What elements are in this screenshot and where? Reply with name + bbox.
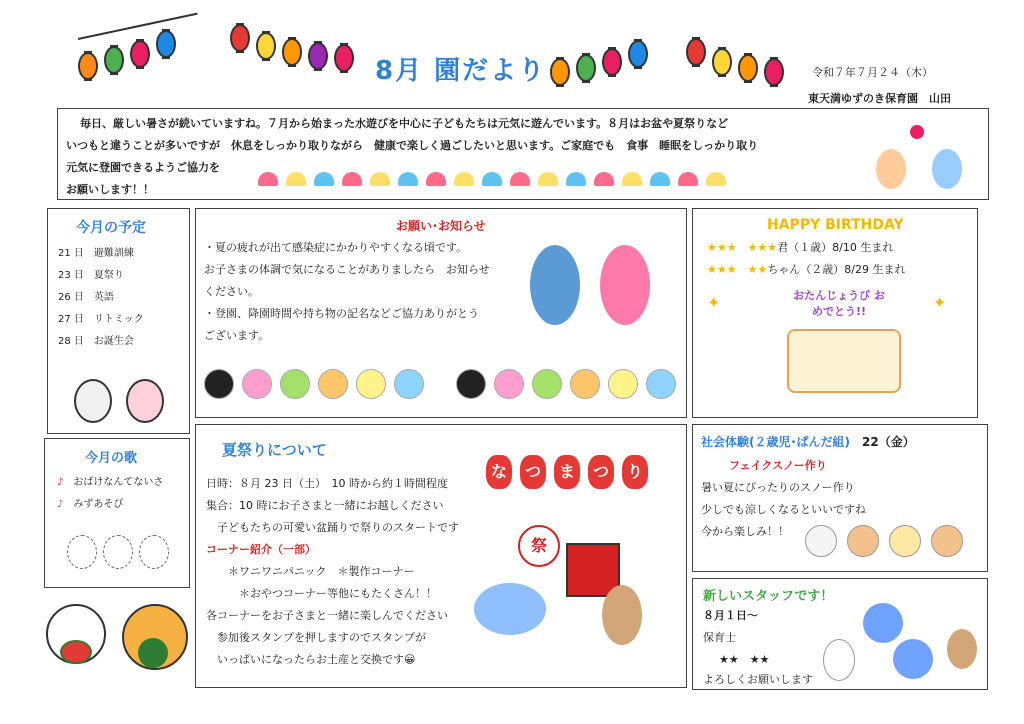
schedule-item [58, 243, 144, 353]
wind-chime-icon [456, 369, 486, 399]
omikoshi-illustration [512, 525, 672, 655]
schedule-event: 避難訓練 [93, 248, 134, 259]
lantern-icon [602, 48, 622, 76]
schedule-day: 28 日 [58, 336, 84, 347]
shaved-ice-icon [426, 172, 446, 186]
festival-line: 集合：10 時にお子さまと一緒にお越しください [206, 499, 444, 512]
shaved-ice-icon [622, 172, 642, 186]
shaved-ice-icon [650, 172, 670, 186]
shaved-ice-row [258, 171, 734, 190]
staff-role: 保育士 [703, 631, 736, 644]
birthday-text: 君（１歳）8/10 生まれ [777, 241, 894, 254]
birthday-row [707, 261, 906, 278]
lantern-icon [334, 44, 354, 72]
sparkle-icon: ✦ [933, 293, 947, 312]
schedule-event: 英語 [93, 292, 114, 303]
schedule-event: 夏祭り [93, 270, 124, 281]
panda-illustration [74, 379, 112, 423]
song-item [57, 473, 163, 488]
shaved-ice-icon [398, 172, 418, 186]
staff-box [692, 578, 988, 690]
shaved-ice-icon [482, 172, 502, 186]
wind-chime-icon [494, 369, 524, 399]
shaved-ice-icon [594, 172, 614, 186]
banner-lantern: な [486, 455, 512, 489]
festival-corner-heading: コーナー紹介（一部） [206, 543, 316, 556]
shaved-ice-icon [538, 172, 558, 186]
child-illustration [932, 149, 962, 189]
wind-chime-icon [318, 369, 348, 399]
lantern-icon [78, 52, 98, 80]
notice-line: ください。 [204, 285, 259, 298]
staff-date: ８月１日～ [703, 609, 758, 622]
lantern-icon [712, 48, 732, 76]
balloon-icon [910, 125, 924, 139]
birthday-title: HAPPY BIRTHDAY [767, 217, 904, 233]
lantern-icon [576, 54, 596, 82]
social-box [692, 424, 988, 572]
lantern-icon [230, 24, 250, 52]
cat-watermelon-illustration [46, 604, 106, 668]
lantern-group-left [78, 30, 176, 80]
shaved-ice-icon [286, 172, 306, 186]
ghost-icon [67, 535, 97, 569]
lantern-icon [686, 38, 706, 66]
banner-lantern: り [622, 455, 648, 489]
bear-illustration [602, 585, 642, 645]
lantern-icon [104, 46, 124, 74]
watermelon-icon [138, 638, 168, 668]
songs-box [44, 438, 190, 588]
wind-chime-icon [570, 369, 600, 399]
flower-icon [863, 603, 903, 643]
shaved-ice-icon [678, 172, 698, 186]
wind-chime-icon [646, 369, 676, 399]
festival-line: 参加後スタンプを押しますのでスタンプが [206, 631, 426, 644]
ghost-icon [103, 535, 133, 569]
bear-illustration [947, 629, 977, 669]
child-illustration [600, 245, 650, 325]
wind-chime-row [204, 369, 684, 403]
lantern-icon [130, 40, 150, 68]
song-item [57, 495, 123, 510]
intro-line: 元気に登園できるようご協力を [66, 161, 220, 174]
page-title: 8月 園だより [375, 56, 547, 86]
snowman-icon [805, 525, 837, 557]
lantern-icon [550, 58, 570, 86]
shaved-ice-icon [314, 172, 334, 186]
lantern-icon [308, 42, 328, 70]
rabbit-illustration [823, 639, 855, 681]
notice-box [195, 208, 687, 418]
intro-line: いつもと違うことが多いですが 休息をしっかり取りながら 健康で楽しく過ごしたいと思います。ご家庭でも 食事 睡眠をしっかり取り [66, 139, 759, 152]
lantern-icon [628, 40, 648, 68]
rabbit-illustration [126, 379, 164, 423]
morning-glory-illustration [823, 589, 983, 685]
birthday-greeting-art: おたんじょうび おめでとう!! [793, 289, 885, 318]
birthday-stars: ★★★ ★★ [707, 263, 768, 276]
lantern-group-right [686, 38, 784, 86]
music-note-icon: ♪ [57, 477, 64, 488]
banner-lantern: ま [554, 455, 580, 489]
shaved-ice-icon [566, 172, 586, 186]
staff-name: ★★ ★★ [719, 653, 770, 666]
animal-illustration [66, 359, 176, 429]
schedule-event: お誕生会 [93, 336, 134, 347]
festival-line: 子どもたちの可愛い盆踊りで祭りのスタートです [206, 521, 459, 534]
bear-watermelon-illustration [122, 604, 188, 674]
schedule-day: 26 日 [58, 292, 84, 303]
lantern-icon [256, 32, 276, 60]
festival-line: 日時：８月 23 日（土） 10 時から約１時間程度 [206, 477, 448, 490]
schedule-day: 21 日 [58, 248, 84, 259]
wind-chime-icon [204, 369, 234, 399]
staff-title: 新しいスタッフです！ [703, 589, 834, 604]
social-title: 社会体験(２歳児･ぱんだ組) [701, 435, 850, 449]
ghost-icon [139, 535, 169, 569]
cake-illustration [787, 329, 901, 393]
birthday-row [707, 239, 893, 256]
elephant-illustration [474, 583, 546, 635]
festival-title: 夏祭りについて [222, 441, 327, 459]
shaved-ice-icon [706, 172, 726, 186]
schedule-title: 今月の予定 [76, 220, 146, 236]
child-illustration [530, 245, 580, 325]
social-subtitle: フェイクスノー作り [729, 459, 827, 472]
lantern-icon [764, 58, 784, 86]
notice-line: ・夏の疲れが出て感染症にかかりやすくなる頃です。 [204, 241, 468, 254]
social-line: 少しでも涼しくなるといいですね [701, 503, 866, 516]
social-line: 暑い夏にぴったりのスノー作り [701, 481, 855, 494]
wind-chime-icon [280, 369, 310, 399]
animal-icon [931, 525, 963, 557]
festival-box [195, 424, 687, 688]
notice-line: お子さまの体調で気になることがありましたら お知らせ [204, 263, 490, 276]
intro-box [57, 108, 989, 200]
festival-line: 各コーナーをお子さまと一緒に楽しんでください [206, 609, 448, 622]
shaved-ice-icon [342, 172, 362, 186]
lantern-icon [156, 30, 176, 58]
songs-title: 今月の歌 [85, 451, 138, 466]
wind-chime-icon [242, 369, 272, 399]
staff-greeting: よろしくお願いします [703, 673, 813, 686]
shaved-ice-icon [258, 172, 278, 186]
sparkle-icon: ✦ [707, 293, 721, 312]
schedule-day: 23 日 [58, 270, 84, 281]
schedule-day: 27 日 [58, 314, 84, 325]
wind-chime-icon [532, 369, 562, 399]
lantern-icon [282, 38, 302, 66]
lantern-icon [738, 54, 758, 82]
children-lantern-illustration [866, 119, 976, 195]
happi-children-illustration [522, 235, 662, 335]
watermelon-icon [60, 640, 92, 664]
festival-fan-icon: 祭 [518, 525, 560, 567]
birthday-stars: ★★★ ★★★ [707, 241, 778, 254]
lantern-group-center-left [230, 24, 354, 72]
schedule-box [47, 208, 190, 434]
festival-line: ＊おやつコーナー等他にもたくさん！！ [206, 587, 437, 600]
intro-line: お願いします！！ [66, 183, 154, 196]
festival-line: いっぱいになったらお土産と交換です😀 [206, 653, 416, 666]
notice-line: ・登園、降園時間や持ち物の記名などご協力ありがとう [204, 307, 479, 320]
issue-date: 令和７年７月２４（木） [812, 66, 933, 79]
animal-icon [847, 525, 879, 557]
wind-chime-icon [608, 369, 638, 399]
birthday-box [692, 208, 978, 418]
intro-line: 毎日、厳しい暑さが続いていますね。７月から始まった水遊びを中心に子どもたちは元気に遊んでいます。８月はお盆や夏祭りなど [80, 117, 729, 130]
child-illustration [876, 149, 906, 189]
snowman-illustration [805, 525, 981, 565]
ghost-illustration [63, 525, 173, 577]
wind-chime-icon [394, 369, 424, 399]
social-line: 今から楽しみ！！ [701, 525, 789, 538]
natsumatsuri-banner [486, 455, 648, 489]
birthday-text: ちゃん（２歳）8/29 生まれ [767, 263, 906, 276]
shaved-ice-icon [454, 172, 474, 186]
song-name: おばけなんてないさ [73, 477, 164, 488]
social-date: 22（金） [862, 435, 915, 449]
notice-line: ございます。 [204, 329, 270, 342]
notice-title: お願い･お知らせ [396, 219, 486, 233]
social-heading [701, 433, 915, 450]
festival-line: ＊ワニワニパニック ＊製作コーナー [206, 565, 415, 578]
wind-chime-icon [356, 369, 386, 399]
shaved-ice-icon [370, 172, 390, 186]
music-note-icon: ♪ [57, 499, 64, 510]
banner-lantern: つ [588, 455, 614, 489]
banner-lantern: つ [520, 455, 546, 489]
animal-icon [889, 525, 921, 557]
nursery-name: 東天満ゆずのき保育園 山田 [808, 92, 951, 105]
flower-icon [893, 639, 933, 679]
song-name: みずあそび [73, 499, 124, 510]
lantern-group-center-right [550, 40, 648, 86]
schedule-event: リトミック [93, 314, 144, 325]
shaved-ice-icon [510, 172, 530, 186]
